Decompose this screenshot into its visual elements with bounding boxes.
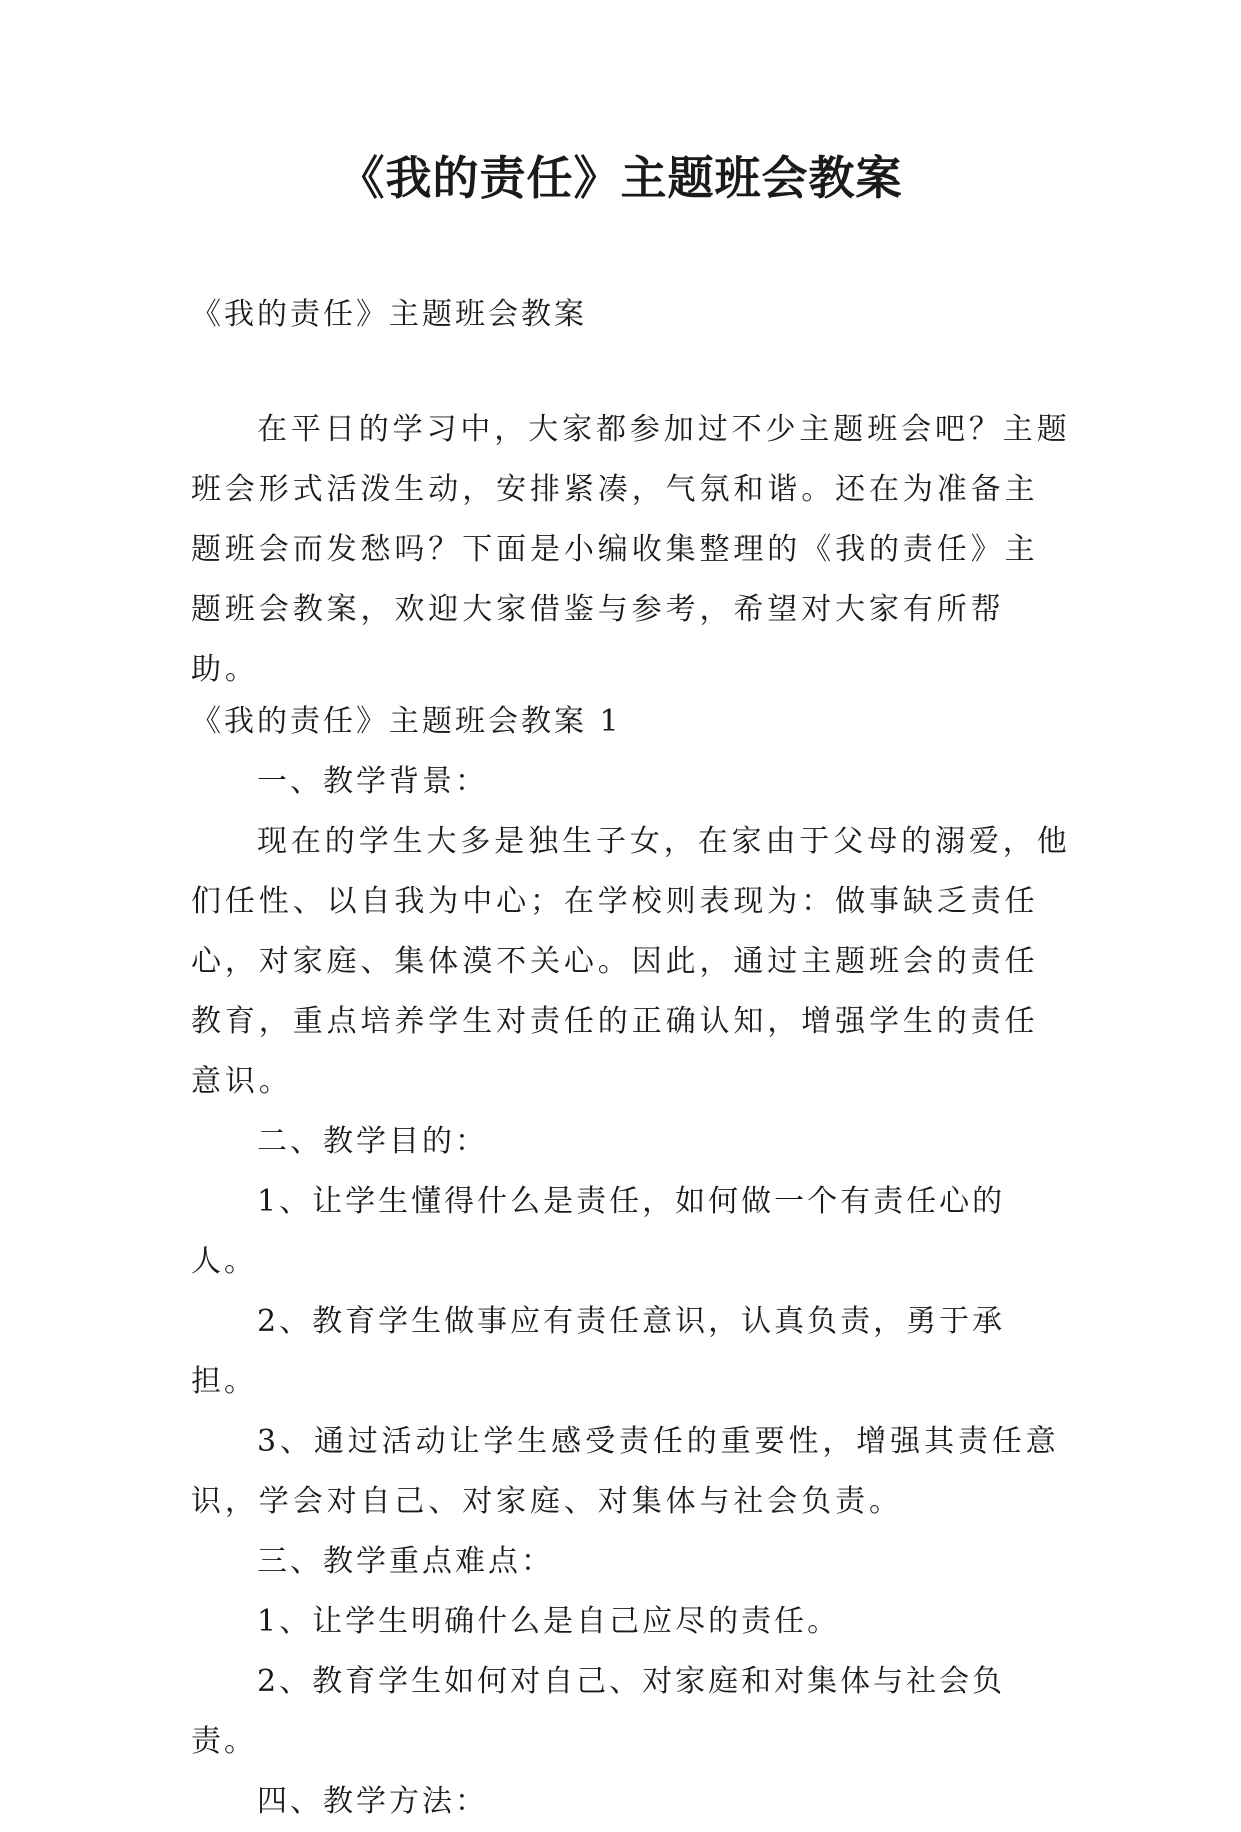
goal-item: 3、通过活动让学生感受责任的重要性，增强其责任意识，学会对自己、对家庭、对集体与社会负责。 <box>191 1424 1060 1519</box>
lesson-plan-section <box>191 692 1071 1832</box>
background-heading: 一、教学背景： <box>257 764 488 799</box>
goal-heading: 二、教学目的： <box>257 1124 488 1159</box>
section-heading: 《我的责任》主题班会教案 1 <box>191 704 622 739</box>
document-title: 《我的责任》主题班会教案 <box>338 151 903 205</box>
focus-item: 2、教育学生如何对自己、对家庭和对集体与社会负责。 <box>191 1664 1006 1759</box>
method-heading: 四、教学方法： <box>257 1784 488 1819</box>
intro-paragraph: 在平日的学习中，大家都参加过不少主题班会吧？主题班会形式活泼生动，安排紧凑，气氛和谐。还在为准备主题班会而发愁吗？下面是小编收集整理的《我的责任》主题班会教案，欢迎大家借鉴与参考，希望对大家有所帮助。 <box>191 412 1071 687</box>
goal-item: 2、教育学生做事应有责任意识，认真负责，勇于承担。 <box>191 1304 1006 1399</box>
document-subtitle: 《我的责任》主题班会教案 <box>191 297 587 332</box>
goal-item: 1、让学生懂得什么是责任，如何做一个有责任心的人。 <box>191 1184 1006 1279</box>
focus-item: 1、让学生明确什么是自己应尽的责任。 <box>257 1604 841 1639</box>
background-paragraph: 现在的学生大多是独生子女，在家由于父母的溺爱，他们任性、以自我为中心；在学校则表现为：做事缺乏责任心，对家庭、集体漠不关心。因此，通过主题班会的责任教育，重点培养学生对责任的正确认知，增强学生的责任意识。 <box>191 824 1071 1099</box>
focus-heading: 三、教学重点难点： <box>257 1544 554 1579</box>
